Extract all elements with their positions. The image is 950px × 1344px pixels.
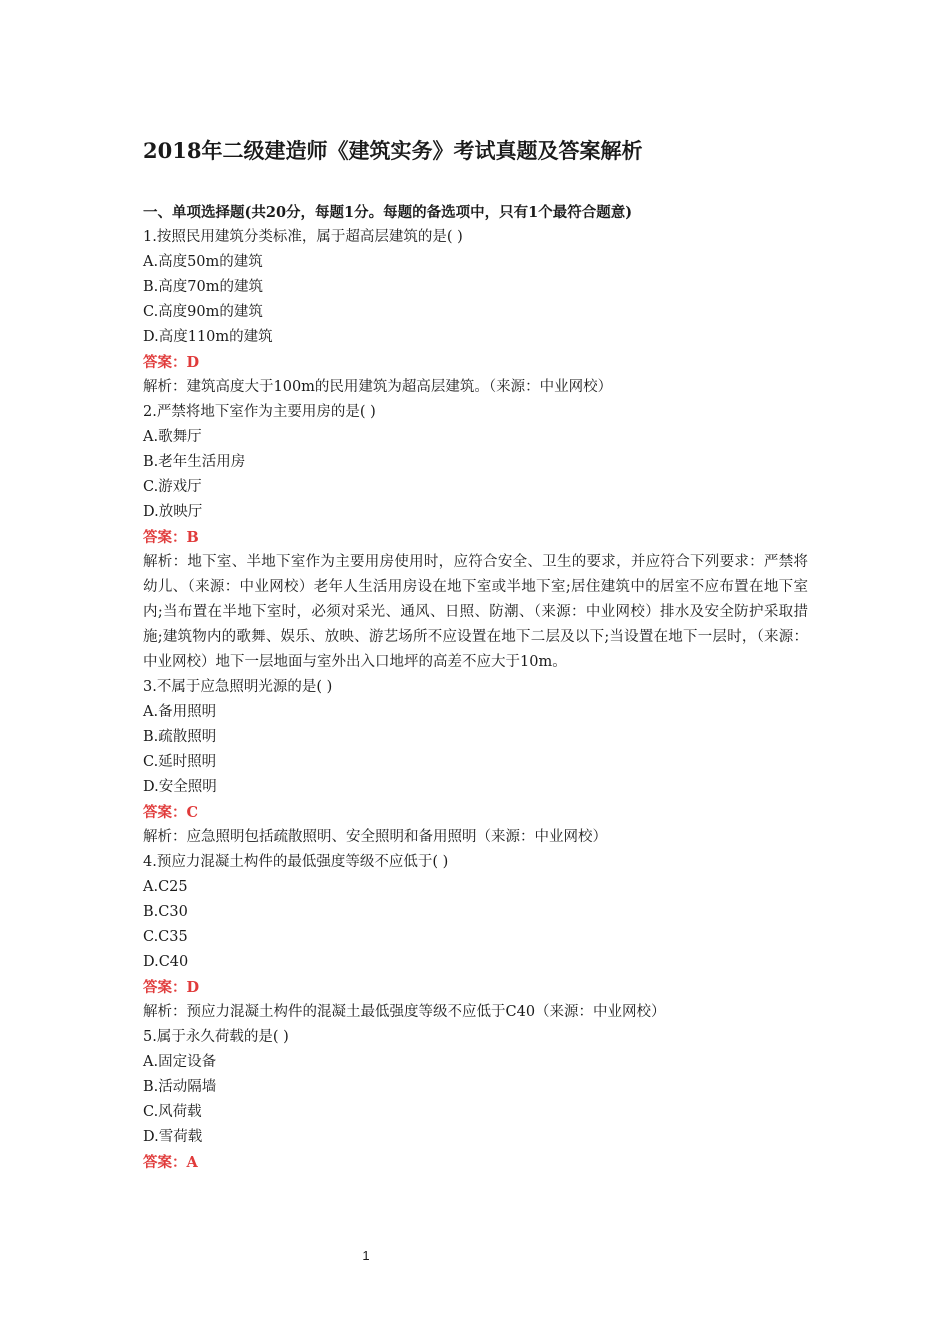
option-a: A.高度50m的建筑 <box>143 254 263 270</box>
question-stem: 1.按照民用建筑分类标准，属于超高层建筑的是( ) <box>143 229 463 245</box>
option-a: A.歌舞厅 <box>143 429 202 445</box>
question-2 <box>143 400 808 675</box>
option-d: D.安全照明 <box>143 779 217 795</box>
question-1 <box>143 225 808 400</box>
answer: 答案：A <box>143 1154 198 1171</box>
option-b: B.C30 <box>143 904 188 920</box>
explanation: 解析：地下室、半地下室作为主要用房使用时，应符合安全、卫生的要求，并应符合下列要求：严禁将幼儿、（来源：中业网校）老年人生活用房设在地下室或半地下室;居住建筑中的居室不应布置在地下室内;当布置在半地下室时，必须对采光、通风、日照、防潮、（来源：中业网校）排水及安全防护采取措施;建筑物内的歌舞、娱乐、放映、游艺场所不应设置在地下二层及以下;当设置在地下一层时，（来源：中业网校）地下一层地面与室外出入口地坪的高差不应大于10m。 <box>143 554 808 670</box>
document-body <box>143 200 808 1175</box>
option-c: C.风荷载 <box>143 1104 202 1120</box>
question-stem: 5.属于永久荷载的是( ) <box>143 1029 289 1045</box>
option-c: C.高度90m的建筑 <box>143 304 263 320</box>
option-d: D.放映厅 <box>143 504 203 520</box>
option-d: D.雪荷载 <box>143 1129 203 1145</box>
explanation: 解析：应急照明包括疏散照明、安全照明和备用照明（来源：中业网校） <box>143 829 607 845</box>
question-4 <box>143 850 808 1025</box>
option-d: D.高度110m的建筑 <box>143 329 273 345</box>
option-a: A.固定设备 <box>143 1054 217 1070</box>
option-c: C.C35 <box>143 929 188 945</box>
option-b: B.高度70m的建筑 <box>143 279 263 295</box>
option-a: A.C25 <box>143 879 188 895</box>
question-stem: 4.预应力混凝土构件的最低强度等级不应低于( ) <box>143 854 449 870</box>
option-b: B.疏散照明 <box>143 729 217 745</box>
option-c: C.延时照明 <box>143 754 217 770</box>
option-c: C.游戏厅 <box>143 479 202 495</box>
answer: 答案：D <box>143 979 200 996</box>
question-stem: 2.严禁将地下室作为主要用房的是( ) <box>143 404 376 420</box>
answer: 答案：B <box>143 529 199 546</box>
explanation: 解析：建筑高度大于100m的民用建筑为超高层建筑。（来源：中业网校） <box>143 379 613 395</box>
question-stem: 3.不属于应急照明光源的是( ) <box>143 679 333 695</box>
option-a: A.备用照明 <box>143 704 217 720</box>
answer: 答案：C <box>143 804 199 821</box>
document-title: 2018年二级建造师《建筑实务》考试真题及答案解析 <box>143 138 643 163</box>
page-number: 1 <box>362 1248 370 1263</box>
option-d: D.C40 <box>143 954 189 970</box>
question-3 <box>143 675 808 850</box>
question-5 <box>143 1025 808 1175</box>
option-b: B.活动隔墙 <box>143 1079 217 1095</box>
explanation: 解析：预应力混凝土构件的混凝土最低强度等级不应低于C40（来源：中业网校） <box>143 1004 666 1020</box>
option-b: B.老年生活用房 <box>143 454 246 470</box>
answer: 答案：D <box>143 354 200 371</box>
section-heading: 一、单项选择题(共20分，每题1分。每题的备选项中，只有1个最符合题意) <box>143 204 633 221</box>
